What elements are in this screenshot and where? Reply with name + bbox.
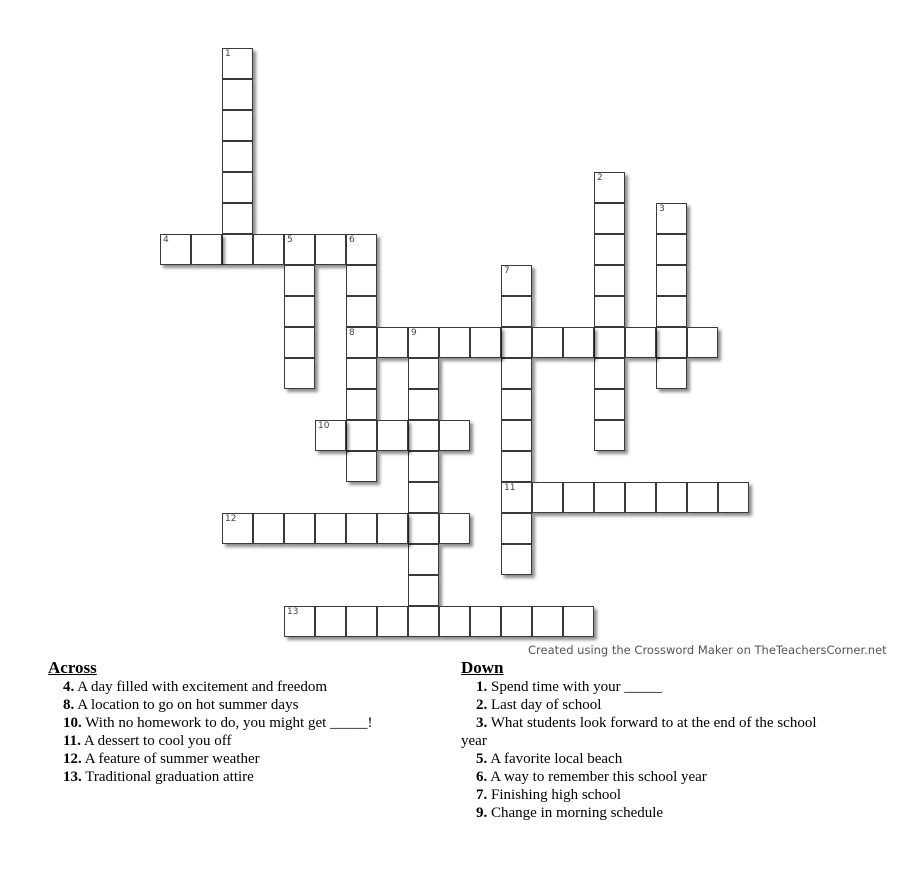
grid-cell[interactable] — [532, 606, 563, 637]
clue-down-5: 5. A favorite local beach — [476, 751, 623, 767]
clue-across-12: 12. A feature of summer weather — [63, 751, 260, 767]
grid-cell[interactable] — [687, 327, 718, 358]
grid-cell[interactable] — [656, 482, 687, 513]
clue-number: 4 — [163, 235, 169, 245]
grid-cell[interactable] — [439, 420, 470, 451]
grid-cell[interactable] — [222, 513, 253, 544]
grid-cell[interactable] — [315, 606, 346, 637]
grid-cell[interactable] — [284, 358, 315, 389]
clue-down-1: 1. Spend time with your _____ — [476, 679, 662, 695]
grid-cell[interactable] — [284, 513, 315, 544]
grid-cell[interactable] — [594, 482, 625, 513]
grid-cell[interactable] — [346, 358, 377, 389]
grid-cell[interactable] — [160, 234, 191, 265]
grid-cell[interactable] — [346, 389, 377, 420]
grid-cell[interactable] — [594, 234, 625, 265]
across-clues — [48, 658, 428, 786]
grid-cell[interactable] — [222, 203, 253, 234]
grid-cell[interactable] — [656, 358, 687, 389]
clue-number: 5 — [287, 235, 293, 245]
clue-across-10: 10. With no homework to do, you might get _____! — [63, 715, 373, 731]
clue-number: 9 — [411, 328, 417, 338]
grid-cell[interactable] — [346, 606, 377, 637]
grid-cell[interactable] — [501, 389, 532, 420]
grid-cell[interactable] — [501, 451, 532, 482]
grid-cell[interactable] — [346, 265, 377, 296]
grid-cell[interactable] — [470, 327, 501, 358]
clue-across-4: 4. A day filled with excitement and freedom — [63, 679, 328, 695]
grid-cell[interactable] — [222, 110, 253, 141]
down-clues — [461, 658, 851, 822]
grid-cell[interactable] — [501, 513, 532, 544]
grid-cell[interactable] — [284, 296, 315, 327]
grid-cell[interactable] — [687, 482, 718, 513]
grid-cell[interactable] — [501, 606, 532, 637]
grid-cell[interactable] — [315, 234, 346, 265]
grid-cell[interactable] — [501, 327, 532, 358]
grid-cell[interactable] — [408, 606, 439, 637]
across-heading: Across — [48, 658, 97, 677]
grid-cell[interactable] — [346, 451, 377, 482]
grid-cell[interactable] — [222, 48, 253, 79]
clue-number: 10 — [318, 421, 330, 431]
grid-cell[interactable] — [594, 172, 625, 203]
grid-cell[interactable] — [222, 141, 253, 172]
grid-cell[interactable] — [408, 451, 439, 482]
clue-down-7: 7. Finishing high school — [476, 787, 622, 803]
clue-number: 6 — [349, 235, 355, 245]
grid-cell[interactable] — [532, 482, 563, 513]
clue-across-11: 11. A dessert to cool you off — [63, 733, 232, 749]
grid-cell[interactable] — [594, 389, 625, 420]
grid-cell[interactable] — [284, 606, 315, 637]
grid-cell[interactable] — [408, 482, 439, 513]
grid-cell[interactable] — [315, 420, 346, 451]
grid-cell[interactable] — [532, 327, 563, 358]
grid-cell[interactable] — [656, 203, 687, 234]
grid-cell[interactable] — [594, 420, 625, 451]
grid-cell[interactable] — [439, 513, 470, 544]
grid-cell[interactable] — [377, 420, 408, 451]
clue-down-2: 2. Last day of school — [476, 697, 602, 713]
grid-cell[interactable] — [284, 234, 315, 265]
clue-down-6: 6. A way to remember this school year — [476, 769, 707, 785]
clue-number: 3 — [659, 204, 665, 214]
grid-cell[interactable] — [501, 296, 532, 327]
down-heading: Down — [461, 658, 504, 677]
grid-cell[interactable] — [594, 327, 625, 358]
grid-cell[interactable] — [222, 172, 253, 203]
grid-cell[interactable] — [284, 327, 315, 358]
grid-cell[interactable] — [470, 606, 501, 637]
clue-number: 8 — [349, 328, 355, 338]
grid-cell[interactable] — [284, 265, 315, 296]
grid-cell[interactable] — [625, 327, 656, 358]
grid-cell[interactable] — [346, 513, 377, 544]
grid-cell[interactable] — [594, 203, 625, 234]
grid-cell[interactable] — [718, 482, 749, 513]
grid-cell[interactable] — [563, 327, 594, 358]
grid-cell[interactable] — [253, 234, 284, 265]
grid-cell[interactable] — [625, 482, 656, 513]
clue-number: 13 — [287, 607, 299, 617]
grid-cell[interactable] — [377, 327, 408, 358]
grid-cell[interactable] — [408, 389, 439, 420]
grid-cell[interactable] — [346, 296, 377, 327]
grid-cell[interactable] — [377, 513, 408, 544]
grid-cell[interactable] — [501, 265, 532, 296]
grid-cell[interactable] — [408, 575, 439, 606]
grid-cell[interactable] — [346, 234, 377, 265]
grid-cell[interactable] — [563, 606, 594, 637]
grid-cell[interactable] — [191, 234, 222, 265]
grid-cell[interactable] — [408, 513, 439, 544]
grid-cell[interactable] — [656, 234, 687, 265]
grid-cell[interactable] — [439, 606, 470, 637]
grid-cell[interactable] — [346, 420, 377, 451]
grid-cell[interactable] — [501, 544, 532, 575]
grid-cell[interactable] — [253, 513, 284, 544]
grid-cell[interactable] — [408, 420, 439, 451]
grid-cell[interactable] — [594, 358, 625, 389]
clue-number: 11 — [504, 483, 516, 493]
grid-cell[interactable] — [501, 482, 532, 513]
grid-cell[interactable] — [501, 358, 532, 389]
grid-cell[interactable] — [222, 79, 253, 110]
clue-across-8: 8. A location to go on hot summer days — [63, 697, 299, 713]
grid-cell[interactable] — [656, 296, 687, 327]
grid-cell[interactable] — [346, 327, 377, 358]
clue-down-9: 9. Change in morning schedule — [476, 805, 664, 821]
grid-cell[interactable] — [656, 265, 687, 296]
grid-cell[interactable] — [408, 327, 439, 358]
clue-number: 2 — [597, 173, 603, 183]
grid-cell[interactable] — [315, 513, 346, 544]
clue-across-13: 13. Traditional graduation attire — [63, 769, 254, 785]
grid-cell[interactable] — [501, 420, 532, 451]
grid-cell[interactable] — [439, 327, 470, 358]
grid-cell[interactable] — [408, 358, 439, 389]
credit-text: Created using the Crossword Maker on TheTeachersCorner.net — [528, 643, 887, 657]
grid-cell[interactable] — [656, 327, 687, 358]
clue-number: 1 — [225, 49, 231, 59]
clue-number: 7 — [504, 266, 510, 276]
clue-down-3: 3. What students look forward to at the end of the school year — [461, 715, 817, 749]
grid-cell[interactable] — [408, 544, 439, 575]
grid-cell[interactable] — [563, 482, 594, 513]
grid-cell[interactable] — [594, 296, 625, 327]
grid-cell[interactable] — [377, 606, 408, 637]
clue-number: 12 — [225, 514, 237, 524]
grid-cell[interactable] — [594, 265, 625, 296]
grid-cell[interactable] — [222, 234, 253, 265]
